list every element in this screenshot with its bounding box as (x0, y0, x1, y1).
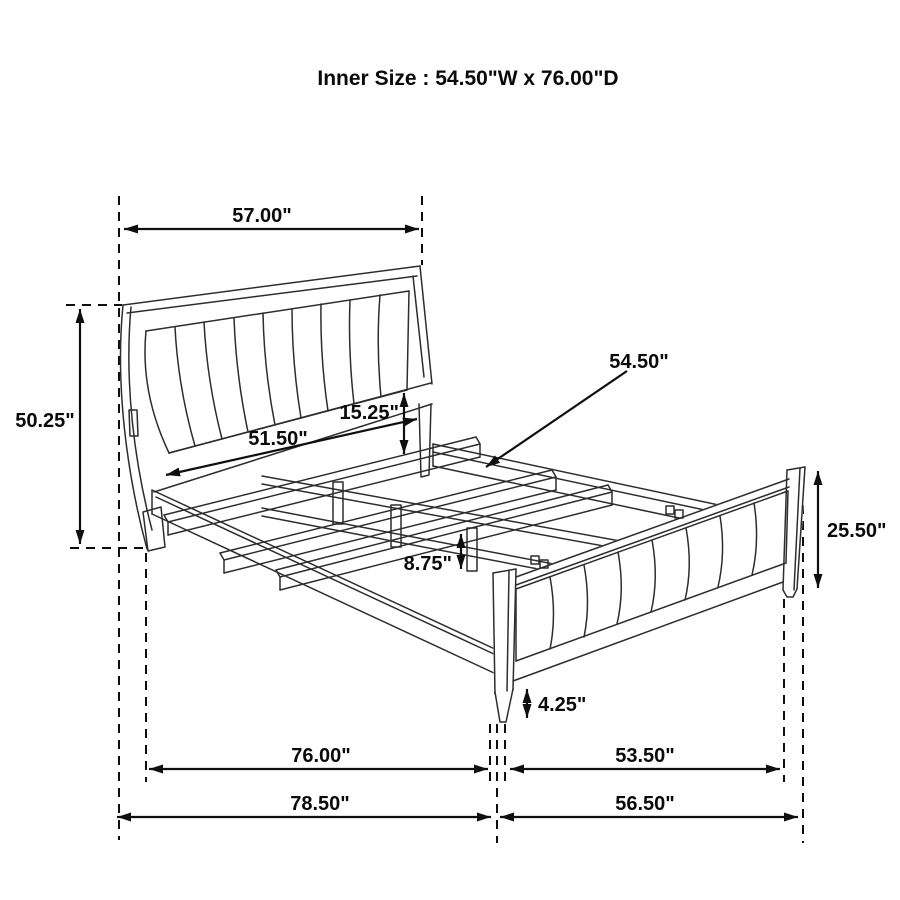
dim-footboard-inner-width (510, 745, 780, 769)
dim-label-headboard-panel-width: 51.50" (248, 428, 308, 450)
dim-overall-length (117, 793, 491, 817)
footboard (492, 466, 806, 723)
dim-label-footboard-height: 25.50" (827, 520, 887, 542)
dim-label-center-support-height: 8.75" (403, 553, 452, 575)
diagram-title: Inner Size : 54.50"W x 76.00"D (317, 67, 619, 90)
dim-headboard-width (124, 205, 419, 229)
dim-label-footboard-inner-width: 53.50" (615, 745, 675, 767)
dim-label-overall-width: 56.50" (615, 793, 675, 815)
dim-label-headboard-rail-height: 15.25" (339, 402, 399, 424)
dim-label-footboard-leg-height: 4.25" (538, 694, 587, 716)
dim-label-overall-length: 78.50" (290, 793, 350, 815)
dim-label-headboard-width: 57.00" (232, 205, 292, 227)
dim-headboard-panel-width (166, 419, 417, 475)
dim-overall-width (500, 793, 798, 817)
dim-slat-width (486, 351, 669, 467)
dim-side-rail-length (149, 745, 488, 769)
dim-label-slat-width: 54.50" (609, 351, 669, 373)
dim-headboard-height (15, 309, 80, 544)
dim-label-headboard-height: 50.25" (15, 410, 75, 432)
dim-footboard-height (818, 471, 887, 588)
dim-headboard-rail-height (339, 393, 404, 454)
dim-label-side-rail-length: 76.00" (291, 745, 351, 767)
dim-footboard-leg-height (527, 689, 586, 718)
